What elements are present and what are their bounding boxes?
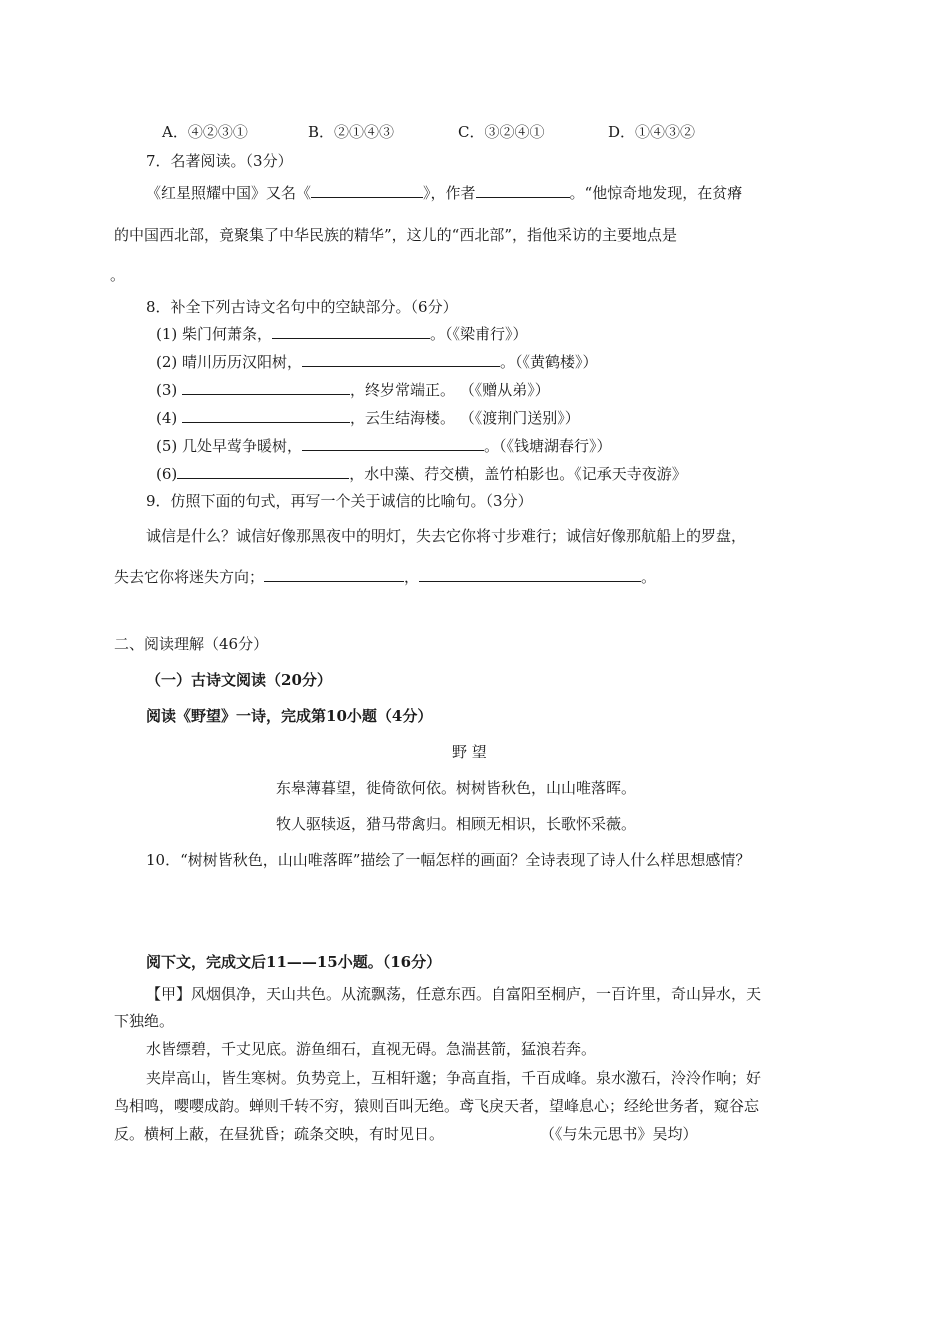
q9-title: 9．仿照下面的句式，再写一个关于诚信的比喻句。（3分）	[146, 492, 533, 510]
q8-title: 8．补全下列古诗文名句中的空缺部分。（6分）	[146, 298, 458, 316]
passage-p3b: 鸟相鸣，嘤嘤成韵。蝉则千转不穷，猿则百叫无绝。鸢飞戾天者，望峰息心；经纶世务者，窥谷忘	[114, 1097, 760, 1115]
q8-item-4: (4) ，云生结海楼。 （《渡荆门送别》）	[156, 409, 580, 427]
poem-line-2: 牧人驱犊返，猎马带禽归。相顾无相识，长歌怀采薇。	[276, 815, 637, 833]
q6-option-c: C．③②④①	[458, 123, 545, 141]
q10: 10．“树树皆秋色，山山唯落晖”描绘了一幅怎样的画面？全诗表现了诗人什么样思想感情？	[146, 851, 751, 869]
q8-blank-5[interactable]	[302, 436, 484, 451]
q8-item-2: (2) 晴川历历汉阳树， 。（《黄鹤楼》）	[156, 353, 598, 371]
q8-blank-1[interactable]	[272, 324, 430, 339]
q6-option-d: D．①④③②	[608, 123, 696, 141]
q6-options	[162, 122, 695, 142]
q7-text-b: 》，作者	[423, 184, 476, 202]
q7-line-3: 。	[110, 266, 126, 284]
q9-blank-2[interactable]	[419, 567, 641, 582]
passage-p1b: 下独绝。	[114, 1012, 175, 1030]
q8-blank-2[interactable]	[302, 352, 500, 367]
q7-line-2: 的中国西北部，竟聚集了中华民族的精华”，这儿的“西北部”，指他采访的主要地点是	[114, 226, 678, 244]
q8-blank-6[interactable]	[177, 464, 349, 479]
q8-item-1: (1) 柴门何萧条， 。（《梁甫行》）	[156, 325, 528, 343]
q8-item-6: (6) ，水中藻、荇交横，盖竹柏影也。《记承天寺夜游》	[156, 465, 687, 483]
passage-p2: 水皆缥碧，千丈见底。游鱼细石，直视无碍。急湍甚箭，猛浪若奔。	[146, 1040, 597, 1058]
q7-text-a: 《红星照耀中国》又名《	[146, 184, 312, 202]
q8-blank-4[interactable]	[182, 408, 350, 423]
poem-title: 野 望	[452, 743, 487, 761]
poem-intro: 阅读《野望》一诗，完成第10小题（4分）	[146, 707, 433, 725]
passage-intro: 阅下文，完成文后11——15小题。（16分）	[146, 953, 442, 971]
q8-item-5: (5) 几处早莺争暖树， 。（《钱塘湖春行》）	[156, 437, 612, 455]
q7-line-1	[146, 183, 742, 203]
q6-option-b: B．②①④③	[308, 123, 395, 141]
section-2-title: 二、阅读理解（46分）	[114, 635, 269, 653]
section-2-sub1: （一）古诗文阅读（20分）	[146, 671, 332, 689]
q6-option-a: A．④②③①	[162, 123, 248, 141]
q9-blank-1[interactable]	[264, 567, 404, 582]
q7-blank-author[interactable]	[476, 183, 570, 198]
q8-blank-3[interactable]	[182, 380, 350, 395]
q8-item-3: (3) ，终岁常端正。 （《赠从弟》）	[156, 381, 550, 399]
q7-blank-title[interactable]	[311, 183, 423, 198]
q7-title: 7．名著阅读。（3分）	[146, 152, 293, 170]
poem-line-1: 东皋薄暮望，徙倚欲何依。树树皆秋色，山山唯落晖。	[276, 779, 637, 797]
q9-line-2: 失去它你将迷失方向； ， 。	[114, 568, 657, 586]
passage-source: （《与朱元思书》吴均）	[540, 1125, 698, 1143]
passage-p3c: 反。横柯上蔽，在昼犹昏；疏条交映，有时见日。 （《与朱元思书》吴均）	[114, 1125, 698, 1143]
q7-text-c: 。“他惊奇地发现，在贫瘠	[569, 184, 743, 202]
passage-p1a: 【甲】风烟俱净，天山共色。从流飘荡，任意东西。自富阳至桐庐，一百许里，奇山异水，天	[146, 985, 762, 1003]
passage-p3a: 夹岸高山，皆生寒树。负势竞上，互相轩邈；争高直指，千百成峰。泉水激石，泠泠作响；好	[146, 1069, 762, 1087]
q9-line-1: 诚信是什么？诚信好像那黑夜中的明灯，失去它你将寸步难行；诚信好像那航船上的罗盘，	[146, 527, 747, 545]
